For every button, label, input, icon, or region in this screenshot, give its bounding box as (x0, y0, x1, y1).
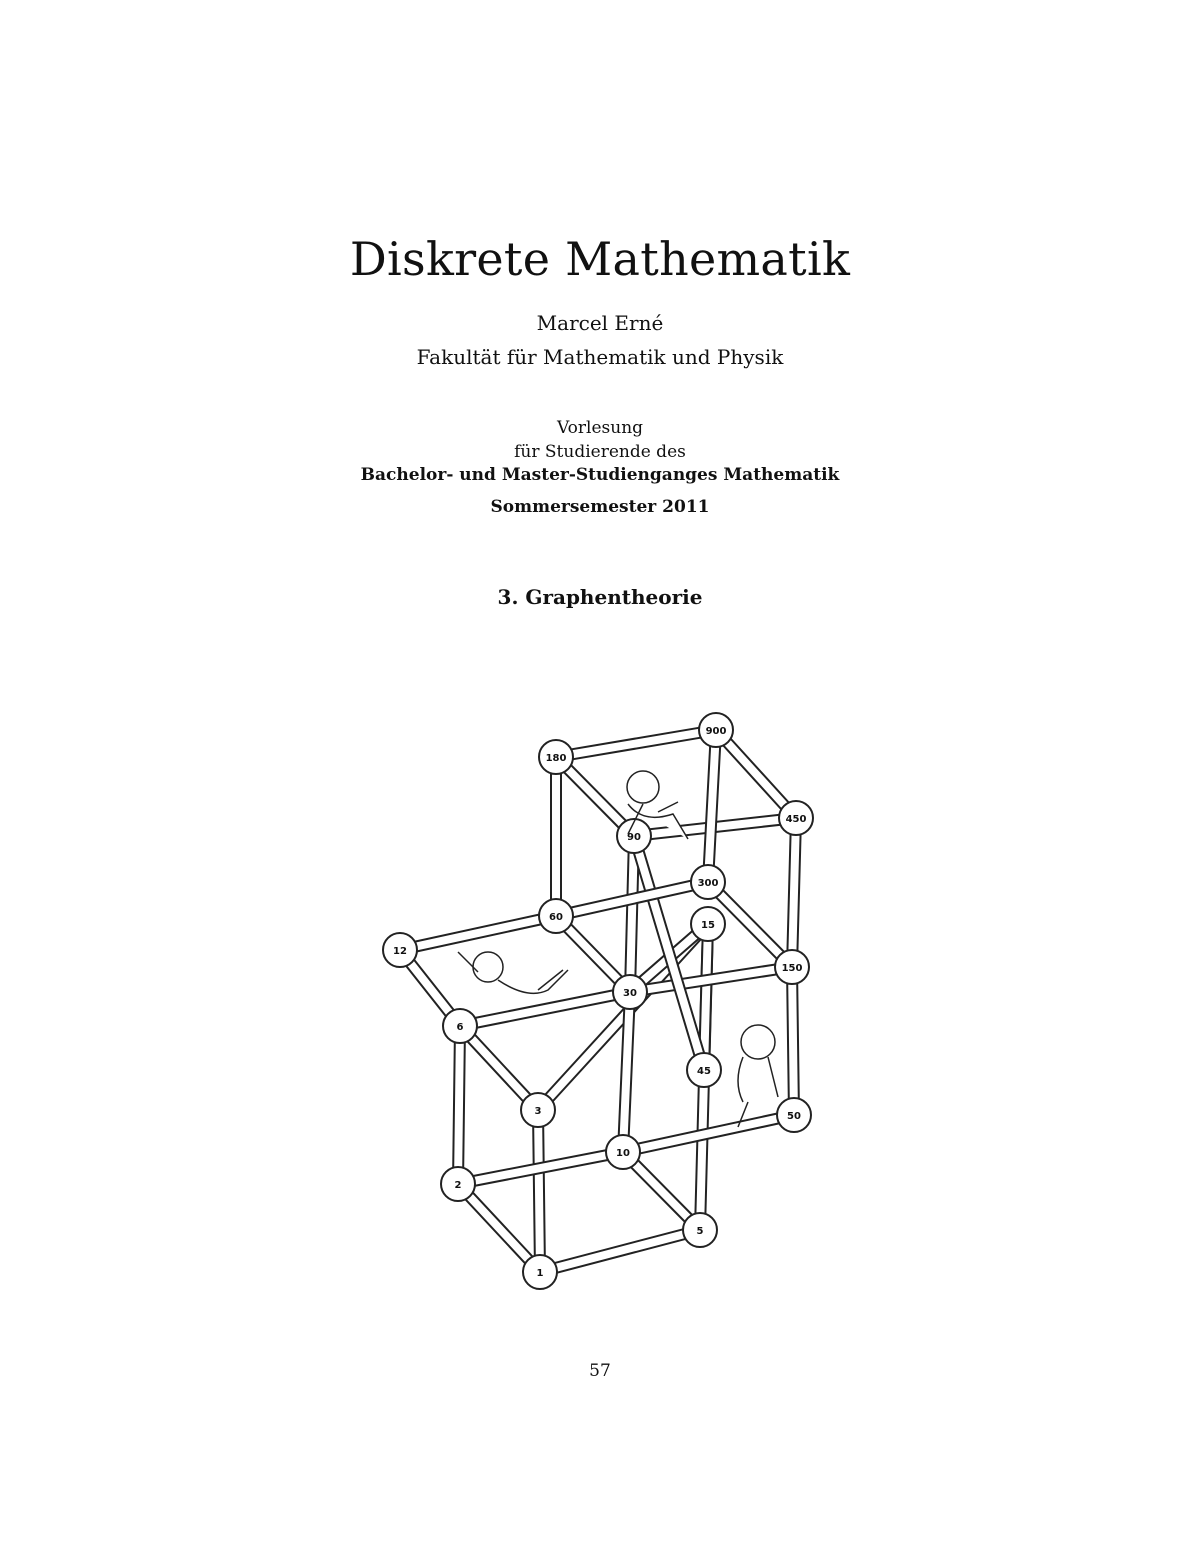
document-title: Diskrete Mathematik (349, 232, 851, 286)
semester: Sommersemester 2011 (490, 497, 710, 517)
frame-bar-fill-1-2 (458, 1184, 540, 1272)
frame-joint-label-10: 10 (616, 1148, 630, 1159)
frame-joint-label-1: 1 (536, 1268, 544, 1279)
page-number: 57 (589, 1361, 611, 1381)
frame-joint-label-15: 15 (701, 920, 715, 931)
frame-joint-label-5: 5 (696, 1226, 704, 1237)
frame-joint-label-30: 30 (623, 988, 637, 999)
lecture-line-1: Vorlesung (556, 418, 644, 438)
frame-bar-fill-50-150 (792, 967, 794, 1115)
frame-joint-label-180: 180 (545, 753, 567, 764)
frame-joint-label-12: 12 (393, 946, 407, 957)
chapter-heading: 3. Graphentheorie (497, 585, 703, 609)
child-figure-right (738, 1025, 778, 1127)
lecture-line-3: Bachelor- und Master-Studienganges Mathematik (360, 465, 840, 485)
frame-joint-label-150: 150 (781, 963, 803, 974)
frame-bar-fill-1-3 (538, 1110, 540, 1272)
frame-joint-label-3: 3 (534, 1106, 542, 1117)
frame-bar-fill-45-90 (634, 836, 704, 1070)
frame-bar-fill-1-5 (540, 1230, 700, 1272)
frame-bar-fill-2-6 (458, 1026, 460, 1184)
frame-bar-fill-6-30 (460, 992, 630, 1026)
faculty-name: Fakultät für Mathematik und Physik (416, 345, 784, 369)
frame-joint-label-6: 6 (456, 1022, 464, 1033)
frame-joint-label-90: 90 (627, 832, 641, 843)
lecture-line-2: für Studierende des (514, 442, 686, 462)
frame-joint-label-450: 450 (785, 814, 807, 825)
frame-joint-label-45: 45 (697, 1066, 711, 1077)
frame-bar-fill-30-90 (630, 836, 634, 992)
frame-joint-label-300: 300 (697, 878, 719, 889)
author-name: Marcel Erné (536, 311, 664, 335)
frame-bar-fill-15-45 (704, 924, 708, 1070)
frame-bar-fill-150-450 (792, 818, 796, 967)
divisor-lattice-climbing-frame-illustration (378, 712, 838, 1302)
frame-joint-label-2: 2 (454, 1180, 462, 1191)
child-figure-left (458, 952, 568, 993)
frame-bar-fill-12-60 (400, 916, 556, 950)
frame-joint-label-50: 50 (787, 1111, 801, 1122)
frame-joint-label-60: 60 (549, 912, 563, 923)
frame-bar-fill-180-900 (556, 730, 716, 757)
frame-joint-label-900: 900 (705, 726, 727, 737)
